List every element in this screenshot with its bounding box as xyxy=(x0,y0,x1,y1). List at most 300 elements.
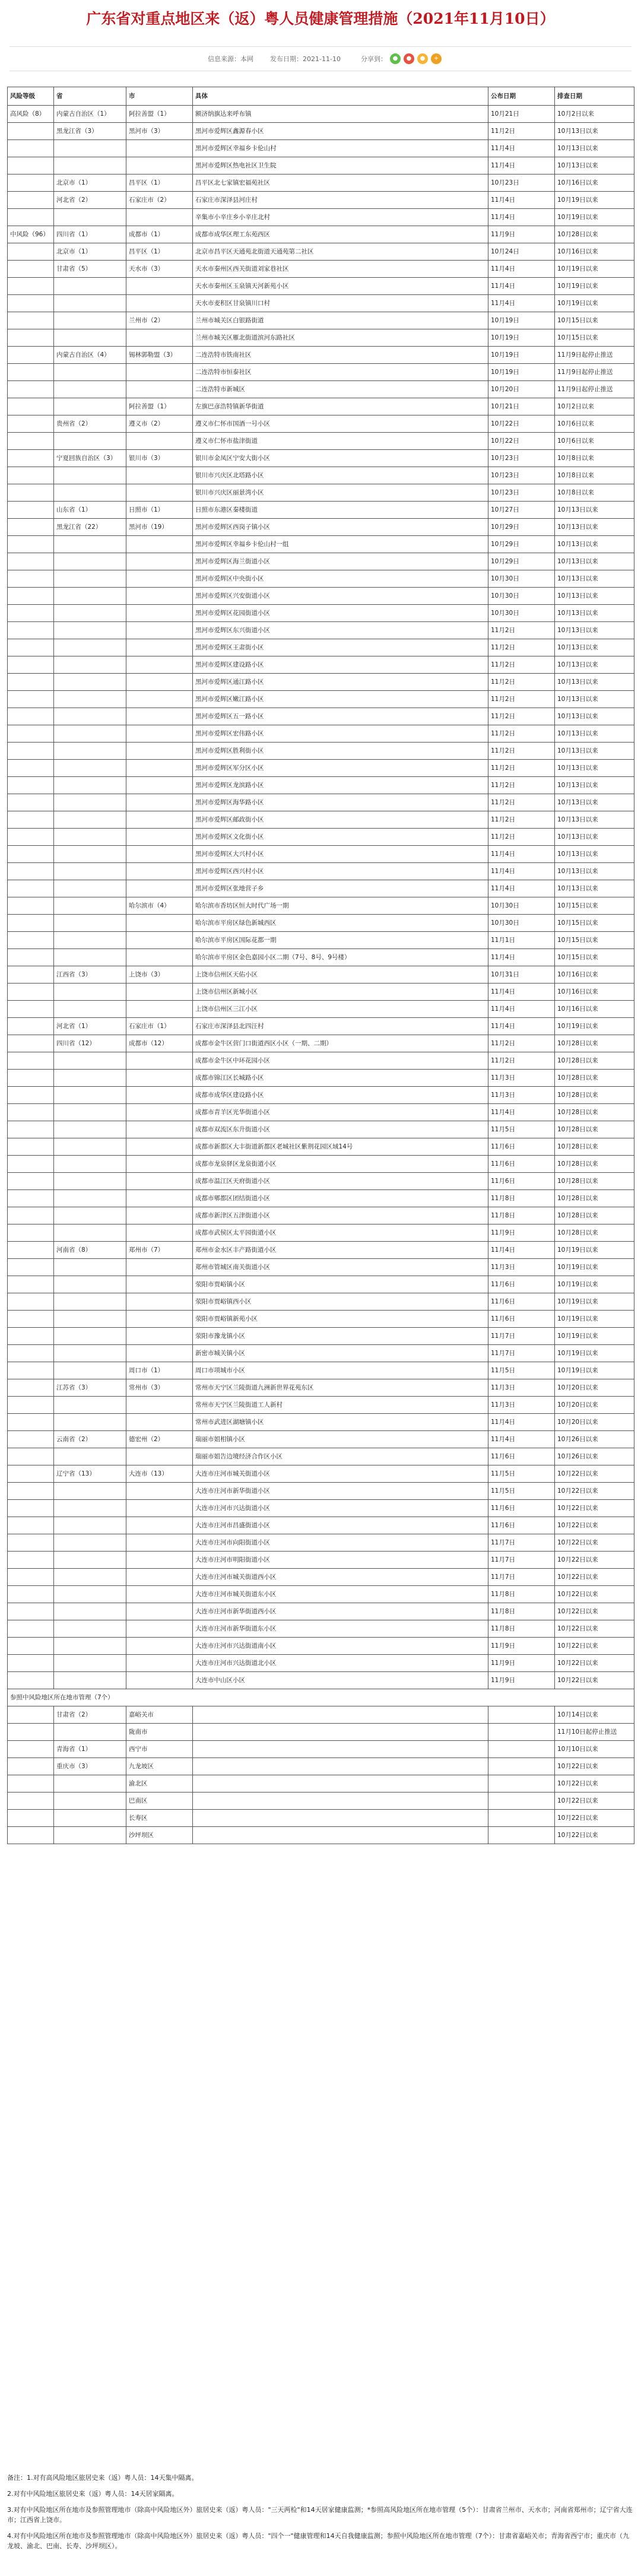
table-cell: 常州市（3） xyxy=(126,1379,193,1397)
table-row xyxy=(8,175,634,192)
table-cell: 11月4日 xyxy=(488,1242,555,1259)
table-cell xyxy=(8,1224,54,1242)
table-cell: 天水市（3） xyxy=(126,261,193,278)
table-cell xyxy=(126,1414,193,1431)
table-cell: 10月16日以来 xyxy=(555,1001,634,1018)
table-cell: 荥阳市贾峪镇西小区 xyxy=(193,1293,488,1311)
table-cell xyxy=(54,846,126,863)
table-cell xyxy=(8,1052,54,1070)
table-cell: 黑河市爱辉区西兴村小区 xyxy=(193,863,488,880)
table-row xyxy=(8,1070,634,1087)
note-3: 3.对有中风险地区所在地市及参照管理地市（除高中风险地区外）旅居史来（返）粤人员："三天两检"和14天居家健康监测；*参照高风险地区所在地市管理（5个）：甘肃省兰州市、天水市；河南省郑州市；辽宁省大连市；江西省上饶市。 xyxy=(7,2506,633,2524)
table-cell: 郑州市管城区南关街道小区 xyxy=(193,1259,488,1276)
table-cell xyxy=(8,1311,54,1328)
table-cell: 10月22日以来 xyxy=(555,1500,634,1517)
table-row xyxy=(8,157,634,175)
table-row xyxy=(8,1810,634,1827)
table-cell xyxy=(8,1431,54,1448)
table-cell xyxy=(126,1586,193,1603)
table-cell xyxy=(54,863,126,880)
table-cell: 黑河市爱辉区海华路小区 xyxy=(193,794,488,811)
table-cell xyxy=(8,1500,54,1517)
table-cell: 10月22日以来 xyxy=(555,1827,634,1844)
table-cell xyxy=(126,708,193,725)
table-cell: 黑河市爱辉区东兴街道小区 xyxy=(193,622,488,639)
table-row xyxy=(8,1534,634,1552)
table-cell xyxy=(54,553,126,570)
table-cell: 11月9日起停止推送 xyxy=(555,347,634,364)
table-cell: 10月28日以来 xyxy=(555,1035,634,1052)
table-cell xyxy=(54,897,126,915)
table-cell: 10月22日以来 xyxy=(555,1758,634,1775)
table-cell: 11月4日 xyxy=(488,846,555,863)
qzone-share-icon[interactable]: ● xyxy=(417,53,428,64)
table-cell: 新密市城关镇小区 xyxy=(193,1345,488,1362)
table-cell xyxy=(8,1552,54,1569)
table-cell xyxy=(8,708,54,725)
table-cell xyxy=(126,1070,193,1087)
table-cell: 大连市庄河市新华街道东小区 xyxy=(193,1620,488,1638)
table-cell: 内蒙古自治区（4） xyxy=(54,347,126,364)
table-cell: 10月13日以来 xyxy=(555,846,634,863)
section-row xyxy=(8,1689,634,1706)
table-cell xyxy=(126,364,193,381)
table-cell: 10月22日以来 xyxy=(555,1603,634,1620)
table-cell: 成都市龙泉驿区龙泉街道小区 xyxy=(193,1156,488,1173)
table-row xyxy=(8,192,634,209)
table-row xyxy=(8,570,634,588)
table-cell: 10月16日以来 xyxy=(555,984,634,1001)
table-cell: 10月19日 xyxy=(488,364,555,381)
table-cell xyxy=(54,1087,126,1104)
table-row xyxy=(8,106,634,123)
table-cell: 11月6日 xyxy=(488,1173,555,1190)
table-cell xyxy=(8,192,54,209)
table-cell xyxy=(54,1655,126,1672)
table-cell xyxy=(8,1586,54,1603)
table-row xyxy=(8,1224,634,1242)
table-cell xyxy=(8,622,54,639)
table-cell: 11月8日 xyxy=(488,1190,555,1207)
table-cell: 10月13日以来 xyxy=(555,140,634,157)
table-cell xyxy=(126,639,193,656)
table-cell: 黑龙江省（22） xyxy=(54,519,126,536)
table-cell xyxy=(54,312,126,329)
table-cell xyxy=(54,1483,126,1500)
table-cell: 黑河市爱辉区中央街小区 xyxy=(193,570,488,588)
table-cell: 10月15日以来 xyxy=(555,932,634,949)
table-cell: 黑河市爱辉区胜利街小区 xyxy=(193,743,488,760)
table-cell: 11月4日 xyxy=(488,261,555,278)
table-cell: 排查日期 xyxy=(555,87,634,106)
table-cell: 11月9日 xyxy=(488,226,555,243)
table-cell xyxy=(126,984,193,1001)
table-cell xyxy=(8,312,54,329)
table-row xyxy=(8,1827,634,1844)
table-cell: 11月8日 xyxy=(488,1586,555,1603)
table-cell: 贵州省（2） xyxy=(54,415,126,433)
table-cell: 成都市锦江区长城路小区 xyxy=(193,1070,488,1087)
table-cell: 11月3日 xyxy=(488,1259,555,1276)
table-row xyxy=(8,415,634,433)
table-cell: 11月2日 xyxy=(488,1035,555,1052)
table-cell: 10月30日 xyxy=(488,605,555,622)
table-cell: 10月22日以来 xyxy=(555,1655,634,1672)
table-cell xyxy=(54,1448,126,1465)
table-cell xyxy=(8,519,54,536)
table-cell xyxy=(54,1517,126,1534)
table-cell: 11月2日 xyxy=(488,743,555,760)
table-cell xyxy=(126,656,193,674)
table-row xyxy=(8,1603,634,1620)
table-cell xyxy=(8,1018,54,1035)
table-cell xyxy=(126,949,193,966)
table-row xyxy=(8,760,634,777)
table-cell: 内蒙古自治区（1） xyxy=(54,106,126,123)
table-cell: 黑河市爱辉区大兴村小区 xyxy=(193,846,488,863)
table-cell: 10月27日 xyxy=(488,502,555,519)
table-row xyxy=(8,536,634,553)
table-cell: 九龙坡区 xyxy=(126,1758,193,1775)
table-cell: 黑河市爱辉区海兰街道小区 xyxy=(193,553,488,570)
table-cell: 10月26日以来 xyxy=(555,1431,634,1448)
table-cell: 10月28日以来 xyxy=(555,1087,634,1104)
table-cell: 德宏州（2） xyxy=(126,1431,193,1448)
table-cell: 10月13日以来 xyxy=(555,502,634,519)
table-cell xyxy=(8,209,54,226)
more-share-icon[interactable]: + xyxy=(431,53,442,64)
table-cell: 遵义市仁怀市盐津街道 xyxy=(193,433,488,450)
table-cell xyxy=(126,1397,193,1414)
table-row xyxy=(8,1345,634,1362)
table-cell xyxy=(193,1827,488,1844)
table-cell xyxy=(126,1655,193,1672)
table-cell: 10月23日 xyxy=(488,467,555,484)
table-cell: 江苏省（3） xyxy=(54,1379,126,1397)
table-row xyxy=(8,984,634,1001)
table-cell xyxy=(8,1001,54,1018)
table-cell: 瑞丽市姐相镇小区 xyxy=(193,1431,488,1448)
table-cell xyxy=(54,1328,126,1345)
table-row xyxy=(8,622,634,639)
table-cell xyxy=(8,1620,54,1638)
table-cell: 10月19日以来 xyxy=(555,1259,634,1276)
table-cell: 常州市天宁区兰陵街道九洲新世界花苑东区 xyxy=(193,1379,488,1397)
table-cell: 10月21日 xyxy=(488,398,555,415)
table-cell xyxy=(54,915,126,932)
table-row xyxy=(8,1207,634,1224)
table-cell: 甘肃省（5） xyxy=(54,261,126,278)
table-cell xyxy=(54,1276,126,1293)
table-cell: 10月19日以来 xyxy=(555,1345,634,1362)
table-row xyxy=(8,1087,634,1104)
table-cell: 日照市（1） xyxy=(126,502,193,519)
table-row xyxy=(8,829,634,846)
table-cell xyxy=(54,932,126,949)
table-cell: 黑河市爱辉区幸福乡卡伦山村一组 xyxy=(193,536,488,553)
table-cell: 常州市天宁区兰陵街道工人新村 xyxy=(193,1397,488,1414)
table-cell xyxy=(126,381,193,398)
table-cell xyxy=(126,1517,193,1534)
table-cell xyxy=(8,777,54,794)
table-cell: 常州市武进区湖塘镇小区 xyxy=(193,1414,488,1431)
table-cell: 11月4日 xyxy=(488,984,555,1001)
table-cell xyxy=(54,811,126,829)
table-cell xyxy=(54,674,126,691)
table-cell xyxy=(126,1448,193,1465)
table-cell xyxy=(8,1328,54,1345)
table-cell xyxy=(126,329,193,347)
table-cell: 11月6日 xyxy=(488,1311,555,1328)
table-cell: 渝北区 xyxy=(126,1775,193,1793)
table-cell: 11月2日 xyxy=(488,123,555,140)
table-cell: 成都市双流区东升街道小区 xyxy=(193,1121,488,1138)
table-row xyxy=(8,639,634,656)
table-cell: 荥阳市贾峪镇新苑小区 xyxy=(193,1311,488,1328)
table-cell xyxy=(126,1345,193,1362)
table-row xyxy=(8,1672,634,1689)
table-cell: 11月4日 xyxy=(488,1018,555,1035)
table-cell: 10月13日以来 xyxy=(555,725,634,743)
table-cell xyxy=(8,1276,54,1293)
table-row xyxy=(8,1414,634,1431)
table-cell: 周口市（1） xyxy=(126,1362,193,1379)
table-cell xyxy=(126,433,193,450)
table-cell: 二连浩特市铁南社区 xyxy=(193,347,488,364)
table-row xyxy=(8,1190,634,1207)
table-cell xyxy=(193,1793,488,1810)
table-cell: 嘉峪关市 xyxy=(126,1706,193,1724)
table-cell: 黑河市爱辉区热电社区卫生院 xyxy=(193,157,488,175)
table-cell: 10月31日 xyxy=(488,966,555,984)
table-cell xyxy=(8,243,54,261)
table-cell: 11月9日 xyxy=(488,1655,555,1672)
table-row xyxy=(8,1018,634,1035)
table-cell: 10月19日 xyxy=(488,347,555,364)
table-cell: 10月15日以来 xyxy=(555,915,634,932)
table-row xyxy=(8,1328,634,1345)
table-cell xyxy=(193,1810,488,1827)
table-cell: 市 xyxy=(126,87,193,106)
table-cell xyxy=(8,467,54,484)
table-cell xyxy=(8,1397,54,1414)
table-cell xyxy=(54,1362,126,1379)
table-cell: 大连市庄河市明阳街道小区 xyxy=(193,1552,488,1569)
table-cell xyxy=(54,639,126,656)
table-row xyxy=(8,811,634,829)
table-cell: 陇南市 xyxy=(126,1724,193,1741)
table-cell: 10月6日以来 xyxy=(555,433,634,450)
table-cell: 10月13日以来 xyxy=(555,674,634,691)
table-row xyxy=(8,1706,634,1724)
table-cell: 成都市成华区理工东苑西区 xyxy=(193,226,488,243)
table-cell: 11月7日 xyxy=(488,1345,555,1362)
table-cell xyxy=(126,811,193,829)
table-cell xyxy=(54,1259,126,1276)
table-cell xyxy=(193,1724,488,1741)
table-cell xyxy=(126,932,193,949)
table-cell xyxy=(488,1758,555,1775)
table-cell xyxy=(8,1121,54,1138)
table-cell: 10月13日以来 xyxy=(555,656,634,674)
table-row xyxy=(8,605,634,622)
table-cell: 10月19日以来 xyxy=(555,1242,634,1259)
table-row xyxy=(8,295,634,312)
table-cell: 10月19日 xyxy=(488,329,555,347)
table-cell: 大连市庄河市兴达街道北小区 xyxy=(193,1655,488,1672)
table-cell xyxy=(126,1603,193,1620)
table-cell: 10月22日以来 xyxy=(555,1775,634,1793)
table-cell xyxy=(54,1138,126,1156)
table-cell xyxy=(8,123,54,140)
table-cell: 11月2日 xyxy=(488,1052,555,1070)
table-cell: 10月19日以来 xyxy=(555,1018,634,1035)
table-cell xyxy=(8,1534,54,1552)
table-cell xyxy=(8,1483,54,1500)
table-cell: 10月19日以来 xyxy=(555,1311,634,1328)
table-cell xyxy=(8,863,54,880)
table-cell: 11月2日 xyxy=(488,725,555,743)
table-cell: 银川市金凤区宁安大街小区 xyxy=(193,450,488,467)
table-cell: 成都市成华区建设路小区 xyxy=(193,1087,488,1104)
table-cell xyxy=(126,1001,193,1018)
table-row xyxy=(8,1500,634,1517)
table-cell: 11月4日 xyxy=(488,1414,555,1431)
table-cell xyxy=(54,209,126,226)
table-cell: 10月13日以来 xyxy=(555,639,634,656)
table-cell xyxy=(126,915,193,932)
share-bar xyxy=(361,53,442,64)
table-cell: 哈尔滨市（4） xyxy=(126,897,193,915)
wechat-share-icon[interactable]: ● xyxy=(390,53,401,64)
table-cell: 10月13日以来 xyxy=(555,794,634,811)
table-cell: 长寿区 xyxy=(126,1810,193,1827)
table-cell: 四川省（1） xyxy=(54,226,126,243)
table-cell: 11月6日 xyxy=(488,1517,555,1534)
table-cell xyxy=(126,157,193,175)
table-cell: 11月2日 xyxy=(488,639,555,656)
table-cell xyxy=(54,1827,126,1844)
table-cell xyxy=(8,1672,54,1689)
table-cell: 石家庄市深泽县河庄村 xyxy=(193,192,488,209)
table-cell: 10月13日以来 xyxy=(555,536,634,553)
table-cell: 10月22日以来 xyxy=(555,1552,634,1569)
table-row xyxy=(8,863,634,880)
table-cell xyxy=(126,846,193,863)
table-cell: 10月13日以来 xyxy=(555,811,634,829)
table-cell xyxy=(8,1517,54,1534)
table-cell: 哈尔滨市平房区国际花都一期 xyxy=(193,932,488,949)
table-cell xyxy=(488,1827,555,1844)
table-cell xyxy=(8,811,54,829)
table-cell xyxy=(54,398,126,415)
table-cell xyxy=(8,897,54,915)
table-cell xyxy=(54,1052,126,1070)
table-cell: 兰州市城关区白银路街道 xyxy=(193,312,488,329)
table-cell: 阿拉善盟（1） xyxy=(126,106,193,123)
table-cell: 黑河市爱辉区兴安街道小区 xyxy=(193,588,488,605)
table-cell xyxy=(8,1638,54,1655)
table-row xyxy=(8,966,634,984)
table-cell xyxy=(8,743,54,760)
table-cell: 大连市庄河市城关街道小区 xyxy=(193,1465,488,1483)
table-cell xyxy=(488,1793,555,1810)
table-cell: 大连市中山区小区 xyxy=(193,1672,488,1689)
table-cell xyxy=(8,674,54,691)
table-cell: 11月2日 xyxy=(488,622,555,639)
table-cell: 10月24日 xyxy=(488,243,555,261)
table-cell xyxy=(54,1552,126,1569)
table-cell xyxy=(54,1500,126,1517)
table-cell xyxy=(126,1638,193,1655)
table-cell xyxy=(126,1569,193,1586)
table-cell xyxy=(8,381,54,398)
table-cell: 11月3日 xyxy=(488,1397,555,1414)
table-cell: 天水市麦积区甘泉镇川口村 xyxy=(193,295,488,312)
table-row xyxy=(8,1362,634,1379)
table-cell xyxy=(8,1741,54,1758)
table-row xyxy=(8,398,634,415)
table-cell: 10月22日以来 xyxy=(555,1810,634,1827)
table-cell: 大连市（13） xyxy=(126,1465,193,1483)
table-row xyxy=(8,1517,634,1534)
table-cell xyxy=(8,415,54,433)
table-cell: 天水市秦州区玉泉镇天河新苑小区 xyxy=(193,278,488,295)
table-cell: 11月9日起停止推送 xyxy=(555,381,634,398)
table-cell: 10月20日以来 xyxy=(555,1397,634,1414)
table-cell xyxy=(54,880,126,897)
table-cell xyxy=(54,433,126,450)
table-cell xyxy=(126,588,193,605)
table-cell: 11月9日 xyxy=(488,1224,555,1242)
table-row xyxy=(8,1655,634,1672)
table-row xyxy=(8,243,634,261)
table-cell: 黑河市爱辉区通江路小区 xyxy=(193,674,488,691)
table-cell xyxy=(8,1724,54,1741)
table-cell: 成都市温江区天府街道小区 xyxy=(193,1173,488,1190)
table-row xyxy=(8,1775,634,1793)
weibo-share-icon[interactable]: ● xyxy=(404,53,414,64)
table-row xyxy=(8,777,634,794)
table-cell xyxy=(54,622,126,639)
table-cell: 11月7日 xyxy=(488,1534,555,1552)
table-cell: 大连市庄河市城关街道西小区 xyxy=(193,1569,488,1586)
table-cell xyxy=(8,1035,54,1052)
table-cell: 11月4日 xyxy=(488,192,555,209)
table-cell: 上饶市信州区新城小区 xyxy=(193,984,488,1001)
table-cell xyxy=(54,1672,126,1689)
table-cell xyxy=(8,1448,54,1465)
table-row xyxy=(8,484,634,502)
table-cell: 10月29日 xyxy=(488,536,555,553)
table-cell xyxy=(126,1534,193,1552)
table-cell: 云南省（2） xyxy=(54,1431,126,1448)
table-cell: 11月4日 xyxy=(488,1104,555,1121)
table-cell: 11月6日 xyxy=(488,1138,555,1156)
table-cell: 10月29日 xyxy=(488,553,555,570)
table-row xyxy=(8,1620,634,1638)
table-cell: 二连浩特市新城区 xyxy=(193,381,488,398)
table-cell: 黑河市爱辉区五一路小区 xyxy=(193,708,488,725)
table-cell xyxy=(54,794,126,811)
table-row xyxy=(8,226,634,243)
table-cell: 10月22日以来 xyxy=(555,1672,634,1689)
table-cell xyxy=(54,1345,126,1362)
table-cell: 河北省（1） xyxy=(54,1018,126,1035)
table-cell: 10月20日 xyxy=(488,381,555,398)
table-row xyxy=(8,1293,634,1311)
table-cell xyxy=(8,984,54,1001)
